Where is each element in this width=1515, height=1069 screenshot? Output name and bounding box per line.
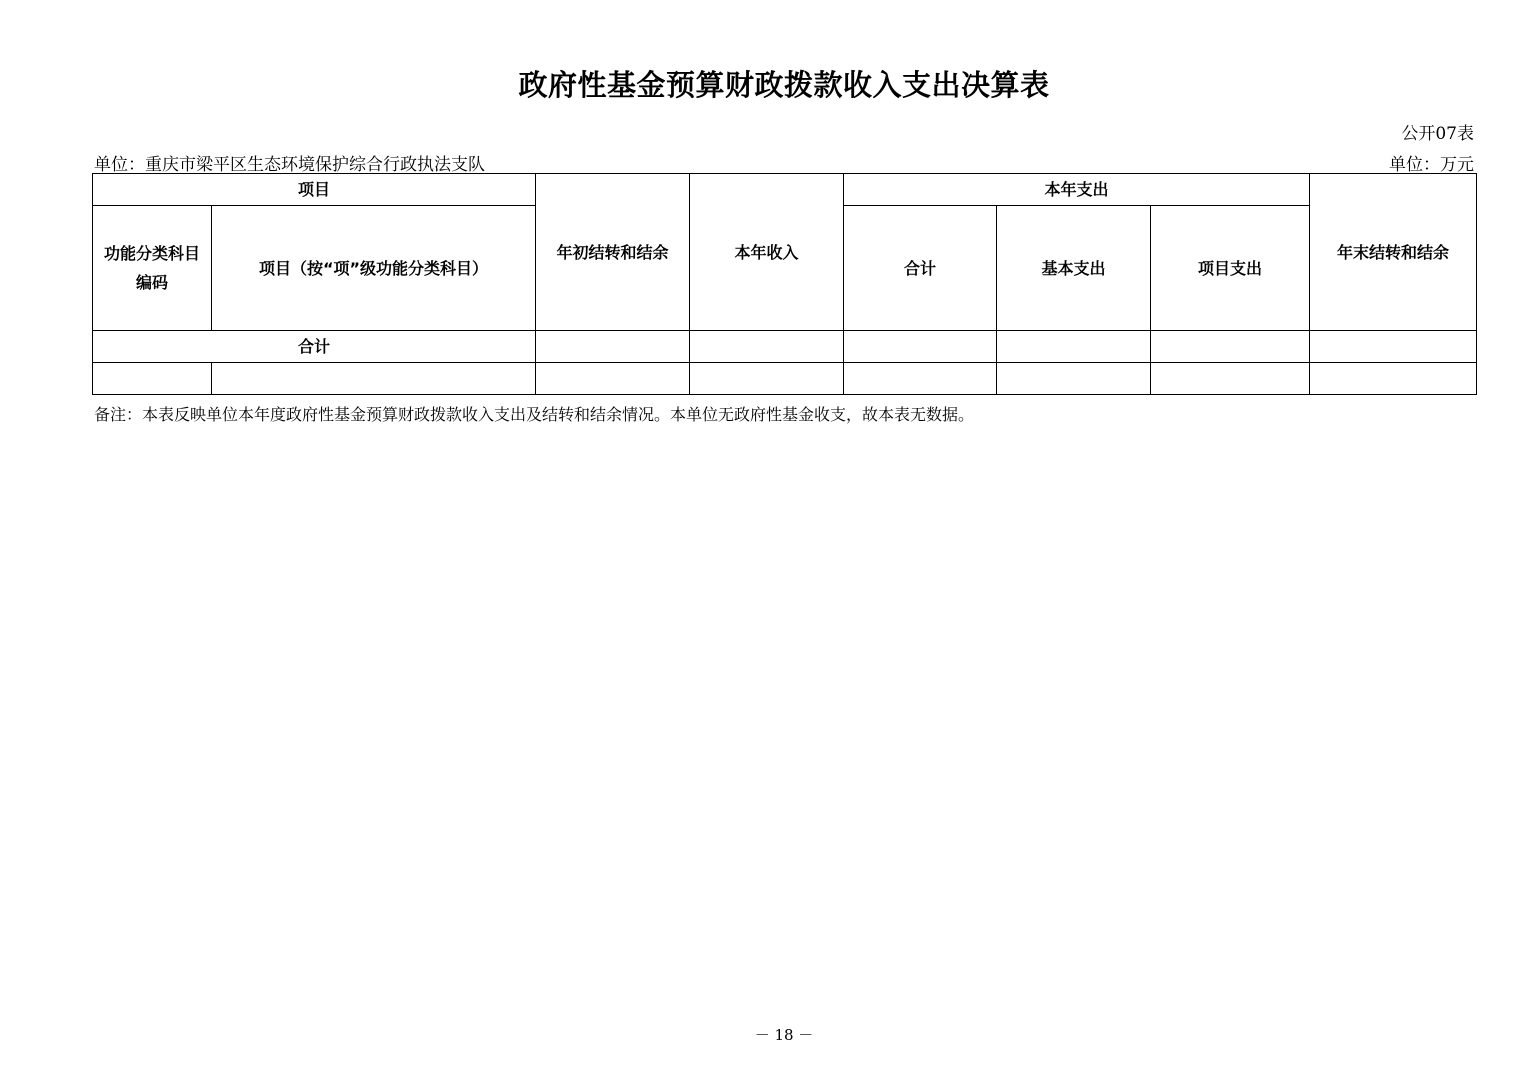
header-expense-total: 合计 [844, 206, 997, 331]
begin-balance-cell [536, 363, 690, 395]
header-end-balance: 年末结转和结余 [1310, 174, 1477, 331]
total-expense-basic-cell [997, 331, 1151, 363]
expense-project-cell [1151, 363, 1310, 395]
total-row [93, 331, 1477, 363]
expense-basic-cell [997, 363, 1151, 395]
code-cell [93, 363, 212, 395]
header-expense-basic: 基本支出 [997, 206, 1151, 331]
total-expense-project-cell [1151, 331, 1310, 363]
page-number: － 18 － [754, 1026, 814, 1044]
header-begin-balance: 年初结转和结余 [536, 174, 690, 331]
income-cell [690, 363, 844, 395]
header-code: 功能分类科目编码 [93, 206, 212, 331]
form-number: 公开07表 [1401, 124, 1474, 144]
total-begin-balance-cell [536, 331, 690, 363]
unit-organization: 单位：重庆市梁平区生态环境保护综合行政执法支队 [94, 155, 485, 175]
total-income-cell [690, 331, 844, 363]
header-row-1 [93, 174, 1477, 206]
table-row [93, 363, 1477, 395]
header-income: 本年收入 [690, 174, 844, 331]
table-note: 备注：本表反映单位本年度政府性基金预算财政拨款收入支出及结转和结余情况。本单位无政府性基金收支，故本表无数据。 [94, 405, 975, 424]
expense-total-cell [844, 363, 997, 395]
total-label: 合计 [93, 331, 536, 363]
page-title: 政府性基金预算财政拨款收入支出决算表 [518, 68, 1050, 102]
header-item: 项目（按“项”级功能分类科目） [212, 206, 536, 331]
header-expense-project: 项目支出 [1151, 206, 1310, 331]
item-cell [212, 363, 536, 395]
end-balance-cell [1310, 363, 1477, 395]
unit-row [94, 150, 1474, 175]
budget-table [92, 173, 1477, 395]
total-expense-total-cell [844, 331, 997, 363]
header-expense: 本年支出 [844, 174, 1310, 206]
unit-currency: 单位：万元 [1389, 155, 1474, 175]
header-project: 项目 [93, 174, 536, 206]
total-end-balance-cell [1310, 331, 1477, 363]
